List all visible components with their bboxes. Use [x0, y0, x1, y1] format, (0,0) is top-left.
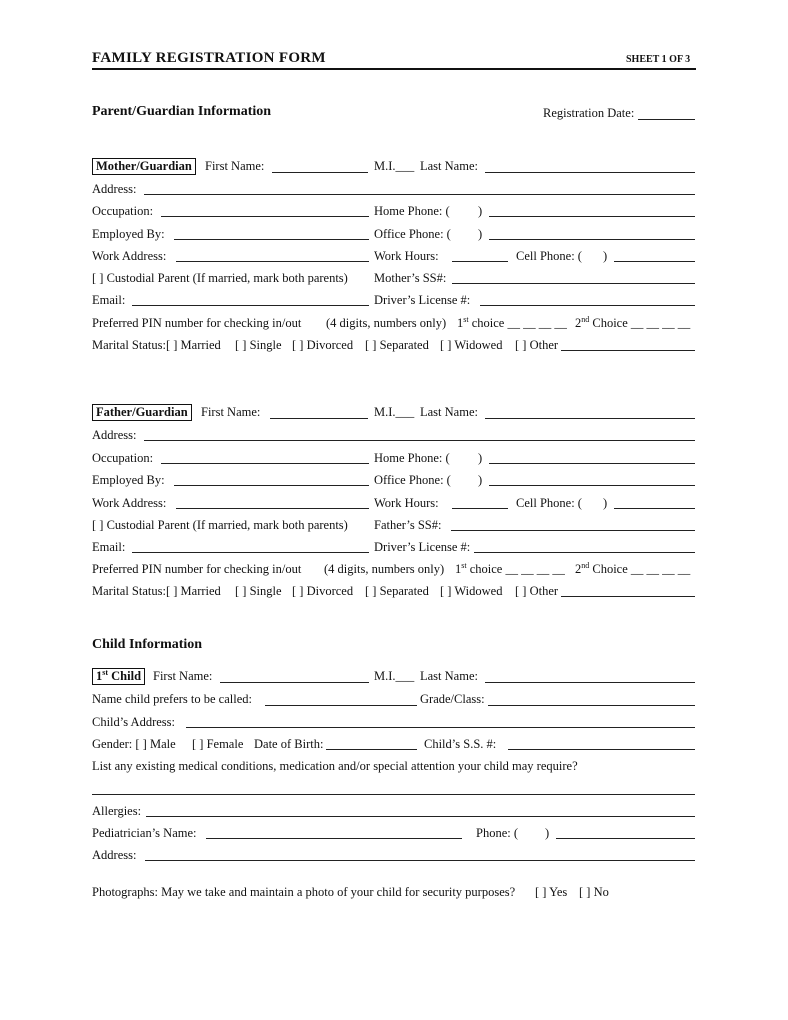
child-allergies-field[interactable]: [146, 816, 695, 817]
mother-last-name-field[interactable]: [485, 172, 695, 173]
child-mi-field[interactable]: M.I.___: [374, 669, 415, 683]
father-marital-other[interactable]: [ ] Other: [515, 584, 559, 598]
mother-marital-divorced[interactable]: [ ] Divorced: [292, 338, 354, 352]
father-marital-other-field[interactable]: [561, 596, 695, 597]
child-allergies-label: Allergies:: [92, 804, 142, 818]
father-work-hours-field[interactable]: [452, 508, 508, 509]
father-first-name-field[interactable]: [270, 418, 368, 419]
child-address-field[interactable]: [186, 727, 695, 728]
mother-employed-by-label: Employed By:: [92, 227, 165, 241]
pediatrician-address-label: Address:: [92, 848, 137, 862]
mother-cell-phone-field[interactable]: [614, 261, 695, 262]
father-office-phone-field[interactable]: [489, 485, 695, 486]
mother-mi-field[interactable]: M.I.___: [374, 159, 415, 173]
father-marital-separated[interactable]: [ ] Separated: [365, 584, 429, 598]
child-dob-label: Date of Birth:: [254, 737, 324, 751]
child-gender-male[interactable]: Gender: [ ] Male: [92, 737, 176, 751]
mother-address-label: Address:: [92, 182, 137, 196]
mother-email-label: Email:: [92, 293, 126, 307]
father-cell-phone-label: Cell Phone: (: [516, 496, 582, 510]
father-mi-field[interactable]: M.I.___: [374, 405, 415, 419]
pediatrician-phone-label: Phone: (: [476, 826, 519, 840]
father-last-name-label: Last Name:: [420, 405, 478, 419]
father-marital-divorced[interactable]: [ ] Divorced: [292, 584, 354, 598]
mother-home-phone-close: ): [478, 204, 483, 218]
father-employed-by-field[interactable]: [174, 485, 369, 486]
child-last-name-field[interactable]: [485, 682, 695, 683]
mother-office-phone-label: Office Phone: (: [374, 227, 451, 241]
child-first-name-field[interactable]: [220, 682, 369, 683]
registration-date-field[interactable]: [638, 119, 695, 120]
registration-date-label: Registration Date:: [543, 106, 635, 120]
mother-marital-other-field[interactable]: [561, 350, 695, 351]
child-first-name-label: First Name:: [153, 669, 213, 683]
child-grade-label: Grade/Class:: [420, 692, 485, 706]
mother-marital-other[interactable]: [ ] Other: [515, 338, 559, 352]
mother-cell-phone-label: Cell Phone: (: [516, 249, 582, 263]
mother-drivers-license-field[interactable]: [480, 305, 695, 306]
mother-work-address-label: Work Address:: [92, 249, 167, 263]
mother-ss-field[interactable]: [452, 283, 695, 284]
mother-employed-by-field[interactable]: [174, 239, 369, 240]
father-drivers-license-label: Driver’s License #:: [374, 540, 471, 554]
child-dob-field[interactable]: [326, 749, 417, 750]
father-office-phone-close: ): [478, 473, 483, 487]
father-email-field[interactable]: [132, 552, 369, 553]
father-address-label: Address:: [92, 428, 137, 442]
pediatrician-phone-field[interactable]: [556, 838, 695, 839]
father-cell-phone-field[interactable]: [614, 508, 695, 509]
father-drivers-license-field[interactable]: [474, 552, 695, 553]
father-ss-field[interactable]: [451, 530, 695, 531]
father-marital-single[interactable]: [ ] Single: [235, 584, 282, 598]
mother-pin-note: (4 digits, numbers only): [326, 316, 447, 330]
mother-office-phone-close: ): [478, 227, 483, 241]
father-pin-label: Preferred PIN number for checking in/out: [92, 562, 302, 576]
pediatrician-address-field[interactable]: [145, 860, 695, 861]
mother-home-phone-field[interactable]: [489, 216, 695, 217]
mother-occupation-field[interactable]: [161, 216, 369, 217]
child-prefers-label: Name child prefers to be called:: [92, 692, 252, 706]
mother-pin-label: Preferred PIN number for checking in/out: [92, 316, 302, 330]
mother-first-name-field[interactable]: [272, 172, 368, 173]
mother-marital-separated[interactable]: [ ] Separated: [365, 338, 429, 352]
mother-custodial-checkbox[interactable]: [ ] Custodial Parent (If married, mark both parents): [92, 271, 348, 285]
child-prefers-field[interactable]: [265, 705, 417, 706]
child-gender-female[interactable]: [ ] Female: [192, 737, 244, 751]
father-marital-widowed[interactable]: [ ] Widowed: [440, 584, 503, 598]
mother-last-name-label: Last Name:: [420, 159, 478, 173]
mother-address-field[interactable]: [144, 194, 695, 195]
child-section-title: Child Information: [92, 637, 203, 652]
photographs-no-checkbox[interactable]: [ ] No: [579, 885, 609, 899]
father-cell-phone-close: ): [603, 496, 608, 510]
mother-ss-label: Mother’s SS#:: [374, 271, 447, 285]
child-ss-field[interactable]: [508, 749, 695, 750]
sheet-indicator: SHEET 1 OF 3: [626, 54, 691, 65]
pediatrician-name-label: Pediatrician’s Name:: [92, 826, 197, 840]
form-title: FAMILY REGISTRATION FORM: [92, 50, 326, 66]
mother-guardian-label: Mother/Guardian: [92, 158, 196, 175]
child-last-name-label: Last Name:: [420, 669, 478, 683]
mother-first-name-label: First Name:: [205, 159, 265, 173]
mother-work-hours-field[interactable]: [452, 261, 508, 262]
father-pin-second-choice[interactable]: 2nd Choice __ __ __ __: [575, 560, 691, 576]
father-address-field[interactable]: [144, 440, 695, 441]
mother-pin-first-choice[interactable]: 1st choice __ __ __ __: [457, 314, 567, 330]
child-ss-label: Child’s S.S. #:: [424, 737, 497, 751]
mother-marital-widowed[interactable]: [ ] Widowed: [440, 338, 503, 352]
child-medical-field[interactable]: [92, 794, 695, 795]
mother-marital-single[interactable]: [ ] Single: [235, 338, 282, 352]
father-guardian-label: Father/Guardian: [92, 404, 192, 421]
photographs-yes-checkbox[interactable]: [ ] Yes: [535, 885, 568, 899]
mother-work-hours-label: Work Hours:: [374, 249, 439, 263]
father-work-address-field[interactable]: [176, 508, 369, 509]
father-home-phone-close: ): [478, 451, 483, 465]
father-last-name-field[interactable]: [485, 418, 695, 419]
pediatrician-name-field[interactable]: [206, 838, 462, 839]
mother-marital-married[interactable]: Marital Status:[ ] Married: [92, 338, 221, 352]
father-first-name-label: First Name:: [201, 405, 261, 419]
father-email-label: Email:: [92, 540, 126, 554]
father-marital-married[interactable]: Marital Status:[ ] Married: [92, 584, 221, 598]
father-work-address-label: Work Address:: [92, 496, 167, 510]
child-grade-field[interactable]: [488, 705, 695, 706]
mother-home-phone-label: Home Phone: (: [374, 204, 450, 218]
father-occupation-label: Occupation:: [92, 451, 154, 465]
mother-pin-second-choice[interactable]: 2nd Choice __ __ __ __: [575, 314, 691, 330]
mother-work-address-field[interactable]: [176, 261, 369, 262]
parent-section-title: Parent/Guardian Information: [92, 104, 272, 119]
mother-cell-phone-close: ): [603, 249, 608, 263]
child-medical-label: List any existing medical conditions, medication and/or special attention your child may require?: [92, 759, 578, 773]
photographs-question: Photographs: May we take and maintain a photo of your child for security purposes?: [92, 885, 516, 899]
header-rule: [92, 68, 696, 70]
father-work-hours-label: Work Hours:: [374, 496, 439, 510]
father-office-phone-label: Office Phone: (: [374, 473, 451, 487]
mother-office-phone-field[interactable]: [489, 239, 695, 240]
father-ss-label: Father’s SS#:: [374, 518, 442, 532]
father-pin-first-choice[interactable]: 1st choice __ __ __ __: [455, 560, 565, 576]
father-home-phone-label: Home Phone: (: [374, 451, 450, 465]
father-employed-by-label: Employed By:: [92, 473, 165, 487]
first-child-label: 1st Child: [92, 668, 145, 685]
mother-drivers-license-label: Driver’s License #:: [374, 293, 471, 307]
father-pin-note: (4 digits, numbers only): [324, 562, 445, 576]
father-custodial-checkbox[interactable]: [ ] Custodial Parent (If married, mark both parents): [92, 518, 348, 532]
pediatrician-phone-close: ): [545, 826, 550, 840]
mother-occupation-label: Occupation:: [92, 204, 154, 218]
father-home-phone-field[interactable]: [489, 463, 695, 464]
father-occupation-field[interactable]: [161, 463, 369, 464]
child-address-label: Child’s Address:: [92, 715, 175, 729]
mother-email-field[interactable]: [132, 305, 369, 306]
